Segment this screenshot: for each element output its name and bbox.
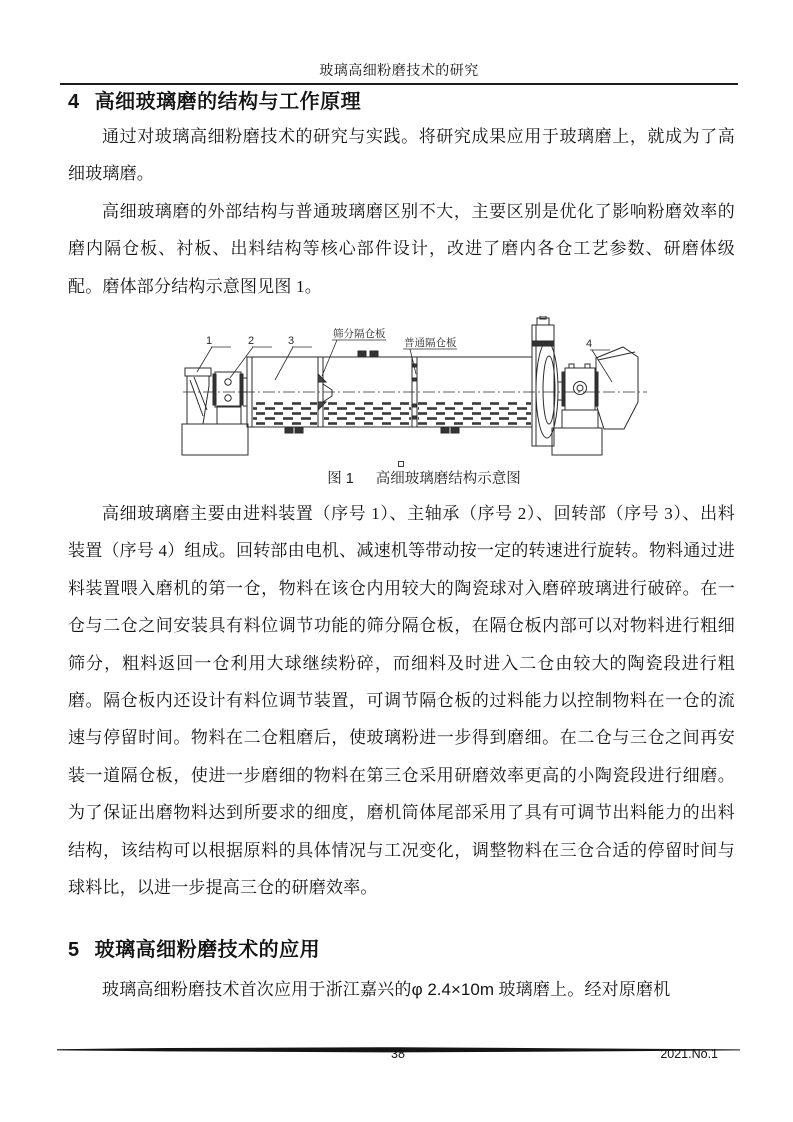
discharge-device xyxy=(596,347,638,429)
section-5-heading xyxy=(68,936,320,964)
figure-1-caption xyxy=(68,467,780,488)
section-5-title: 玻璃高细粉磨技术的应用 xyxy=(94,939,321,961)
ordinary-partition-label: 普通隔仓板 xyxy=(404,337,457,349)
section-4-heading xyxy=(68,88,361,116)
figure-caption-text: 高细玻璃磨结构示意图 xyxy=(375,471,521,487)
figure-caption-label: 图 1 xyxy=(327,471,354,487)
issue-label: 2021.No.1 xyxy=(660,1047,718,1061)
mill-dimension-value: φ 2.4×10m xyxy=(411,980,494,999)
paragraph-4-text-end: 玻璃磨上。经对原磨机 xyxy=(494,980,671,999)
screening-partition-label: 筛分隔仓板 xyxy=(333,328,386,340)
grinding-media xyxy=(253,402,531,426)
part-number-3: 3 xyxy=(288,335,295,347)
paragraph-3: 高细玻璃磨主要由进料装置（序号 1）、主轴承（序号 2）、回转部（序号 3）、出料装置（序号 4）组成。回转部由电机、减速机等带动按一定的转速进行旋转。物料通过进料装置喂入磨机的第一仓，物料在该仓内用较大的陶瓷球对入磨碎玻璃进行破碎。在一仓与二仓之间安装具有料位调节功能的筛分隔仓板，在隔仓板内部可以对物料进行粗细筛分，粗料返回一仓利用大球继续粉碎，而细料及时进入二仓由较大的陶瓷段进行粗磨。隔仓板内还设计有料位调节装置，可调节隔仓板的过料能力以控制物料在一仓的流速与停留时间。物料在二仓粗磨后，使玻璃粉进一步得到磨细。在二仓与三仓之间再安装一道隔仓板，使进一步磨细的物料在第三仓采用研磨效率更高的小陶瓷段进行细磨。为了保证出磨物料达到所要求的细度，磨机筒体尾部采用了具有可调节出料能力的出料结构，该结构可以根据原料的具体情况与工况变化，调整物料在三仓合适的停留时间与球料比，以进一步提高三仓的研磨效率。 xyxy=(68,504,735,898)
figure-1-mill-diagram xyxy=(175,316,655,460)
part-number-4: 4 xyxy=(586,338,593,350)
section-4-number: 4 xyxy=(68,91,80,113)
footer-divider xyxy=(57,1040,740,1046)
paragraph-1: 通过对玻璃高细粉磨技术的研究与实践。将研究成果应用于玻璃磨上，就成为了高细玻璃磨。 xyxy=(68,127,735,184)
discharge-bearing xyxy=(552,364,602,455)
header-divider xyxy=(60,83,738,85)
mill-structure-drawing xyxy=(175,316,655,460)
paragraph-4 xyxy=(68,971,735,1008)
page-number: 38 xyxy=(391,1047,405,1061)
paragraph-4-text: 玻璃高细粉磨技术首次应用于浙江嘉兴的 xyxy=(102,980,412,999)
part-number-1: 1 xyxy=(206,335,213,347)
discharge-end-column xyxy=(532,316,558,446)
paragraph-2: 高细玻璃磨的外部结构与普通玻璃磨区别不大，主要区别是优化了影响粉磨效率的磨内隔仓板、衬板、出料结构等核心部件设计，改进了磨内各仓工艺参数、研磨体级配。磨体部分结构示意图见图 1。 xyxy=(68,202,735,296)
running-header-title: 玻璃高细粉磨技术的研究 xyxy=(319,64,479,79)
part-number-2: 2 xyxy=(248,335,255,347)
section-4-title: 高细玻璃磨的结构与工作原理 xyxy=(94,91,362,113)
main-bearing xyxy=(213,372,247,424)
section-5-number: 5 xyxy=(68,939,80,961)
